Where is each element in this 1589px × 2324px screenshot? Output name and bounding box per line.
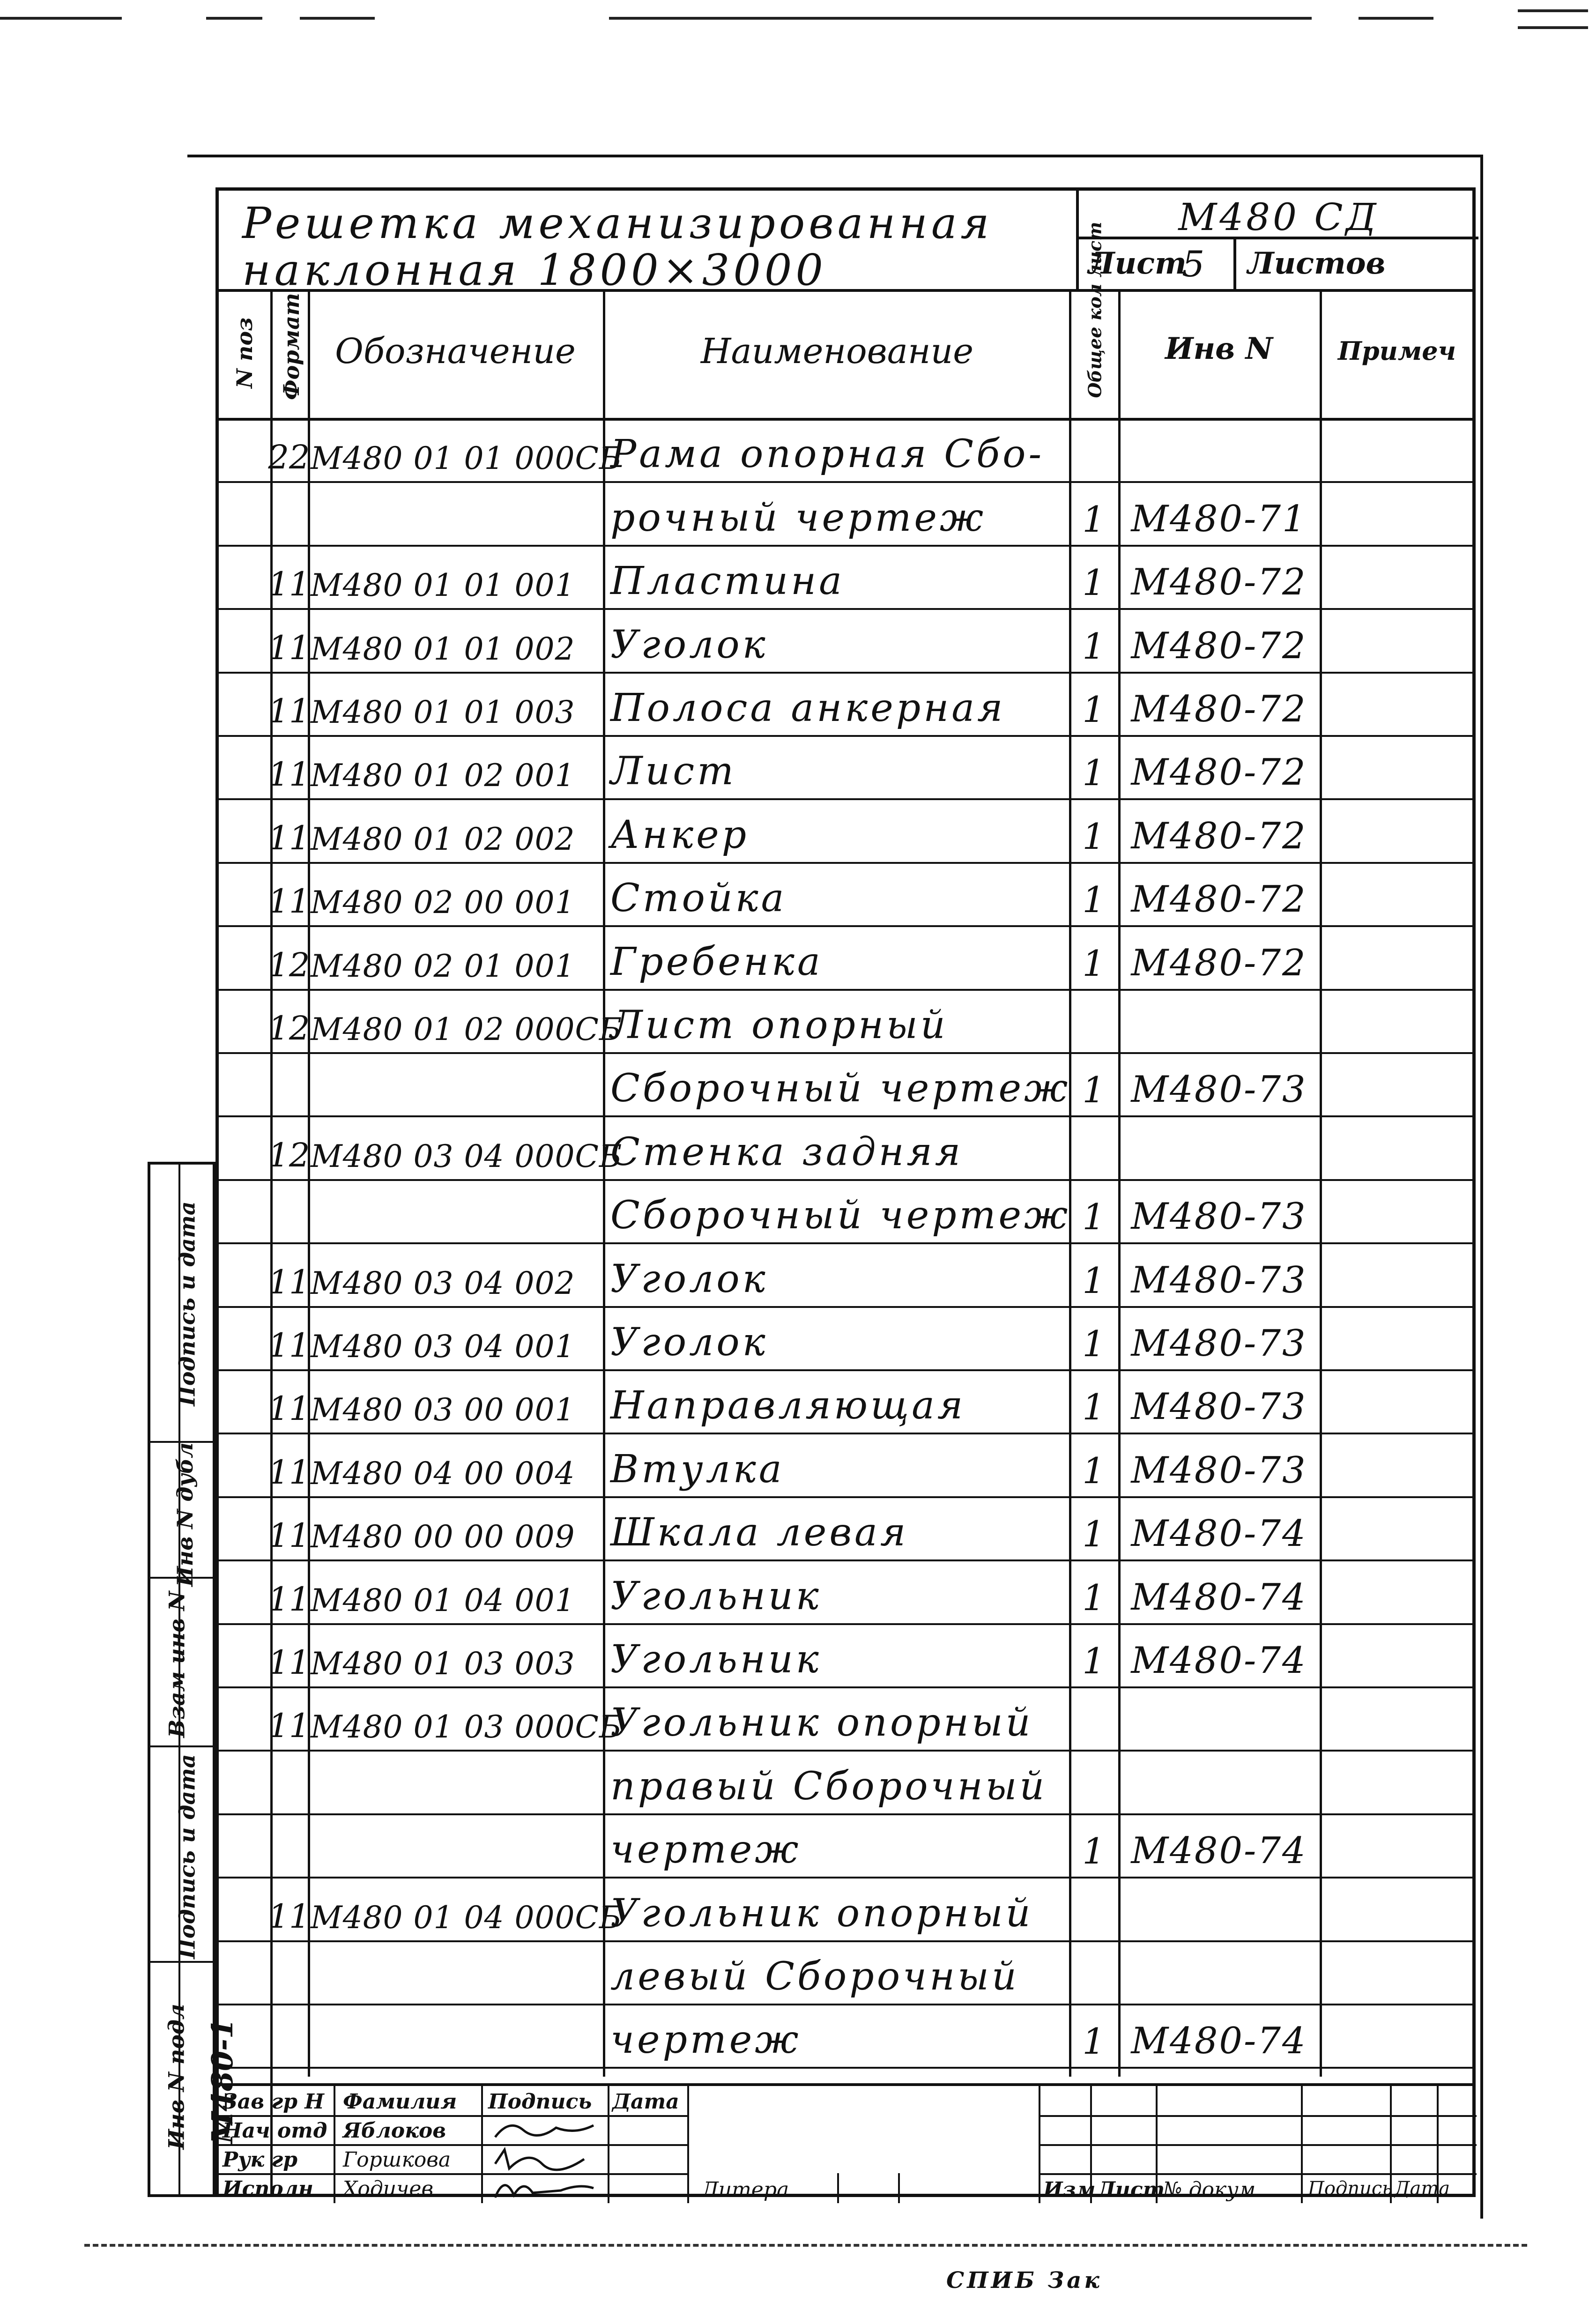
designation-cell: М480 01 02 002: [311, 821, 575, 857]
name-cell: Шкала левая: [610, 1510, 909, 1555]
name-cell: Угольник: [610, 1574, 822, 1619]
qty-cell: [1069, 1940, 1118, 2004]
format-cell: 12: [268, 945, 310, 984]
inv-cell: М480-73: [1131, 1195, 1307, 1238]
name-cell: Гребенка: [610, 939, 823, 984]
name-cell: рочный чертеж: [610, 495, 987, 540]
sheet-row: [1079, 237, 1478, 292]
scan-line: [1359, 17, 1433, 20]
qty-cell: [1069, 989, 1118, 1052]
qty-cell: 1: [1082, 752, 1105, 794]
scan-line: [84, 2244, 1527, 2247]
name-cell: Сборочный чертеж: [610, 1066, 1071, 1111]
inv-cell: [1118, 1940, 1320, 2004]
side-inv-dup: Инв N дубл: [172, 1442, 198, 1587]
table-row: [219, 1306, 1472, 1371]
stamp-surname-header: Фамилия: [343, 2090, 457, 2114]
format-cell: 11: [268, 1580, 310, 1619]
inv-cell: [1118, 1750, 1320, 1813]
table-row: [219, 418, 1472, 483]
qty-cell: 1: [1082, 1069, 1105, 1111]
inv-cell: М480-73: [1131, 1449, 1307, 1492]
format-cell: [270, 1179, 308, 1242]
qty-cell: 1: [1082, 1386, 1105, 1428]
table-row: [219, 1877, 1472, 1942]
name-cell: правый Сборочный: [610, 1764, 1047, 1809]
format-cell: [270, 1750, 308, 1813]
stamp-role-4: Исполн: [223, 2177, 313, 2201]
format-cell: 11: [268, 1516, 310, 1555]
table-row: [219, 1686, 1472, 1752]
scan-line: [1518, 26, 1588, 29]
inv-cell: М480-72: [1131, 624, 1307, 667]
table-row: [219, 1179, 1472, 1244]
inv-cell: М480-72: [1131, 942, 1307, 984]
title-line-2: наклонная 1800×3000: [242, 245, 827, 295]
scan-line: [609, 17, 1312, 20]
table-row: [219, 1750, 1472, 1815]
table-row: [219, 481, 1472, 546]
qty-cell: 1: [1082, 1322, 1105, 1365]
inv-cell: М480-74: [1131, 2020, 1307, 2063]
qty-cell: 1: [1082, 815, 1105, 857]
stamp-sign-header: Подпись: [488, 2090, 592, 2114]
col-designation: Обозначение: [335, 331, 576, 371]
table-row: [219, 1115, 1472, 1181]
format-cell: 11: [268, 755, 310, 794]
inv-cell: М480-72: [1131, 815, 1307, 857]
inv-cell: М480-74: [1131, 1639, 1307, 1682]
format-cell: 11: [268, 565, 310, 604]
designation-cell: М480 00 00 009: [311, 1519, 575, 1555]
table-row: [219, 1559, 1472, 1625]
name-cell: Уголок: [610, 1320, 768, 1365]
name-cell: Лист опорный: [610, 1002, 948, 1047]
designation-cell: М480 03 00 001: [311, 1392, 575, 1428]
scan-line: [1518, 9, 1588, 12]
table-row: [219, 1496, 1472, 1561]
name-cell: Рама опорная Сбо-: [610, 432, 1045, 477]
table-row: [219, 1623, 1472, 1688]
side-inv-replace: Взам инв N: [164, 1591, 190, 1738]
inv-cell: [1118, 989, 1320, 1052]
designation-cell: [308, 1750, 603, 1813]
title-line-1: Решетка механизированная: [242, 198, 993, 248]
inv-cell: М480-74: [1131, 1576, 1307, 1619]
name-cell: Пластина: [610, 559, 845, 604]
signature-1: [490, 2116, 598, 2144]
format-cell: [270, 2004, 308, 2067]
name-cell: Втулка: [610, 1447, 785, 1492]
designation-cell: М480 01 03 000СБ: [311, 1709, 623, 1745]
qty-cell: [1069, 1115, 1118, 1179]
table-row: [219, 1052, 1472, 1117]
designation-cell: М480 03 04 002: [311, 1265, 575, 1301]
name-cell: Направляющая: [610, 1383, 966, 1428]
designation-cell: М480 01 01 002: [311, 631, 575, 667]
col-name: Наименование: [700, 331, 974, 371]
col-qty: Общее кол лист: [1084, 222, 1106, 398]
designation-cell: М480 03 04 001: [311, 1328, 575, 1365]
format-cell: 12: [268, 1009, 310, 1047]
qty-cell: 1: [1082, 1576, 1105, 1619]
scan-line: [206, 17, 262, 20]
stamp-role-1: Зав гр Н: [223, 2090, 324, 2114]
stamp-sign: Подпись: [1308, 2178, 1393, 2199]
format-cell: 11: [268, 628, 310, 667]
format-cell: 11: [268, 1897, 310, 1936]
stamp-date: Дата: [1395, 2178, 1450, 2199]
col-format: Формат: [279, 293, 304, 400]
table-row: [219, 1433, 1472, 1498]
format-cell: [270, 1052, 308, 1115]
stamp-surname-2: Яблоков: [343, 2119, 446, 2143]
inv-cell: [1118, 1877, 1320, 1940]
scan-line: [0, 17, 122, 20]
inv-cell: [1118, 1686, 1320, 1750]
designation-cell: М480 01 02 001: [311, 757, 575, 794]
qty-cell: 1: [1082, 1196, 1105, 1238]
format-cell: 11: [268, 1326, 310, 1365]
qty-cell: 1: [1082, 625, 1105, 667]
table-row: [219, 1940, 1472, 2005]
qty-cell: 1: [1082, 942, 1105, 984]
designation-cell: М480 02 01 001: [311, 948, 575, 984]
qty-cell: 1: [1082, 1830, 1105, 1872]
format-cell: 11: [268, 691, 310, 730]
table-row: [219, 798, 1472, 863]
sheet-label: Лист: [1088, 246, 1187, 281]
table-row: [219, 989, 1472, 1054]
name-cell: чертеж: [610, 2018, 802, 2063]
name-cell: Угольник: [610, 1637, 822, 1682]
format-cell: [270, 481, 308, 544]
name-cell: Полоса анкерная: [610, 685, 1006, 730]
table-row: [219, 1242, 1472, 1307]
document-title: [242, 200, 993, 294]
qty-cell: [1069, 1750, 1118, 1813]
sheet-number: 5: [1182, 243, 1205, 285]
format-cell: 11: [268, 1453, 310, 1492]
inv-cell: М480-72: [1131, 878, 1307, 921]
stamp-role-3: Рук гр: [223, 2148, 298, 2172]
col-note: Примеч: [1337, 336, 1456, 366]
designation-cell: М480 01 01 000СБ: [311, 440, 623, 477]
name-cell: Анкер: [610, 812, 750, 857]
format-cell: 11: [268, 882, 310, 921]
table-row: [219, 1369, 1472, 1434]
name-cell: Стойка: [610, 876, 787, 921]
designation-cell: [308, 1052, 603, 1115]
inv-cell: М480-72: [1131, 561, 1307, 604]
stamp-date-header: Дата: [612, 2090, 679, 2114]
inv-cell: М480-74: [1131, 1830, 1307, 1872]
qty-cell: [1069, 1686, 1118, 1750]
designation-cell: [308, 2004, 603, 2067]
name-cell: Стенка задняя: [610, 1129, 964, 1174]
designation-cell: [308, 1940, 603, 2004]
side-strip: [148, 1162, 239, 2197]
sheets-label: Листов: [1247, 246, 1386, 281]
title-stamp: [219, 2083, 1472, 2203]
qty-cell: 1: [1082, 688, 1105, 730]
stamp-sheet: Лист: [1097, 2178, 1165, 2202]
title-block: [219, 191, 1472, 295]
table-row: [219, 862, 1472, 927]
stamp-change: Изм: [1043, 2178, 1096, 2202]
inv-cell: М480-72: [1131, 688, 1307, 730]
side-inv-orig: Инв N подл: [163, 2004, 189, 2150]
designation-cell: М480 01 02 000СБ: [311, 1011, 623, 1047]
side-sign-date-2: Подпись и дата: [174, 1754, 200, 1959]
inv-cell: М480-73: [1131, 1069, 1307, 1111]
name-cell: Угольник опорный: [610, 1891, 1033, 1936]
table-row: [219, 672, 1472, 737]
table-row: [219, 1813, 1472, 1879]
format-cell: 11: [268, 1707, 310, 1745]
table-row: [219, 608, 1472, 673]
format-cell: 11: [268, 1643, 310, 1682]
code-cell: [1076, 191, 1478, 289]
specification-sheet: [215, 187, 1476, 2202]
designation-cell: [308, 481, 603, 544]
col-inv: Инв N: [1165, 331, 1273, 366]
side-inv-orig-value: М480-1: [205, 2019, 239, 2144]
qty-cell: 1: [1082, 2020, 1105, 2063]
name-cell: Угольник опорный: [610, 1700, 1033, 1745]
qty-cell: 1: [1082, 562, 1105, 604]
inv-cell: М480-71: [1131, 497, 1307, 540]
name-cell: левый Сборочный: [610, 1954, 1019, 1999]
name-cell: Сборочный чертеж: [610, 1193, 1071, 1238]
table-row: [219, 545, 1472, 610]
designation-cell: М480 02 00 001: [311, 884, 575, 921]
document-code: М480 СД: [1178, 195, 1379, 239]
designation-cell: М480 03 04 000СБ: [311, 1138, 623, 1174]
designation-cell: М480 01 04 001: [311, 1582, 575, 1619]
inv-cell: М480-73: [1131, 1322, 1307, 1365]
designation-cell: М480 01 01 003: [311, 694, 575, 730]
inv-cell: М480-72: [1131, 751, 1307, 794]
qty-cell: [1069, 1877, 1118, 1940]
inv-cell: [1118, 418, 1320, 481]
table-row: [219, 735, 1472, 800]
table-row: [219, 2004, 1472, 2069]
name-cell: Уголок: [610, 1256, 768, 1301]
format-cell: 11: [268, 1389, 310, 1428]
designation-cell: М480 01 03 003: [311, 1645, 575, 1682]
side-sign-date: Подпись и дата: [174, 1201, 200, 1406]
format-cell: 22: [268, 438, 310, 477]
inv-cell: М480-74: [1131, 1513, 1307, 1555]
name-cell: Лист: [610, 749, 736, 794]
inv-cell: М480-73: [1131, 1259, 1307, 1301]
qty-cell: [1069, 418, 1118, 481]
col-pos: N поз: [232, 317, 257, 388]
designation-cell: [308, 1179, 603, 1242]
format-cell: 11: [268, 818, 310, 857]
inv-cell: М480-73: [1131, 1386, 1307, 1428]
stamp-role-2: Нач отд: [223, 2119, 327, 2143]
designation-cell: М480 01 01 001: [311, 567, 575, 604]
designation-cell: М480 04 00 004: [311, 1455, 575, 1492]
table-row: [219, 925, 1472, 990]
name-cell: чертеж: [610, 1827, 802, 1872]
qty-cell: 1: [1082, 1640, 1105, 1682]
signature-3: [490, 2174, 598, 2202]
scan-line: [300, 17, 375, 20]
signature-2: [490, 2145, 598, 2173]
qty-cell: 1: [1082, 1513, 1105, 1555]
format-cell: 12: [268, 1136, 310, 1174]
qty-cell: 1: [1082, 1259, 1105, 1301]
printer-mark: СПИБ Зак: [946, 2267, 1102, 2294]
qty-cell: 1: [1082, 498, 1105, 540]
format-cell: 11: [268, 1262, 310, 1301]
qty-cell: 1: [1082, 1449, 1105, 1492]
inv-cell: [1118, 1115, 1320, 1179]
name-cell: Уголок: [610, 622, 768, 667]
stamp-surname-3: Горшкова: [343, 2148, 451, 2172]
designation-cell: М480 01 04 000СБ: [311, 1899, 623, 1936]
stamp-litera: Литера: [701, 2178, 789, 2202]
stamp-surname-4: Ходичев: [343, 2177, 434, 2201]
format-cell: [270, 1940, 308, 2004]
stamp-doc: № докум: [1163, 2178, 1256, 2202]
designation-cell: [308, 1813, 603, 1877]
format-cell: [270, 1813, 308, 1877]
qty-cell: 1: [1082, 879, 1105, 921]
